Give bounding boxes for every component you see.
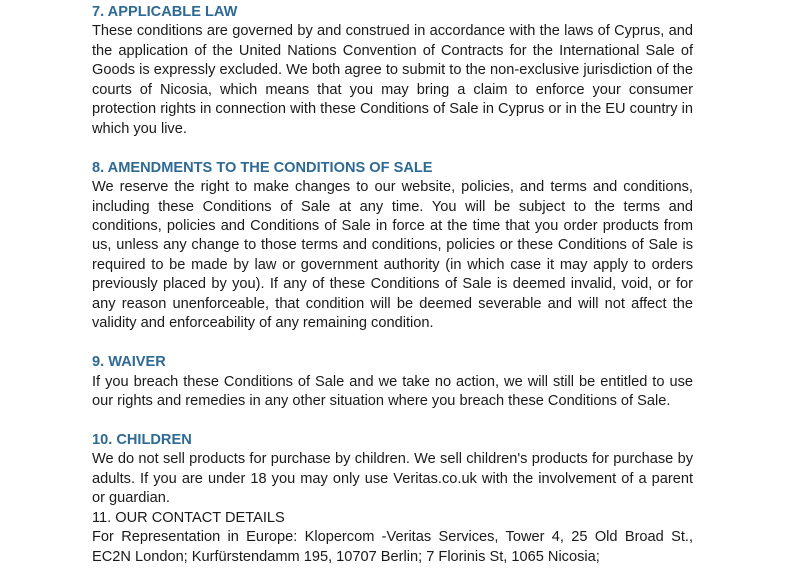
section-spacer bbox=[92, 139, 693, 158]
terms-document bbox=[92, 3, 693, 567]
section-heading-waiver: 9. WAIVER bbox=[92, 354, 166, 371]
section-heading-contact-details: 11. OUR CONTACT DETAILS bbox=[92, 509, 285, 526]
section-heading-applicable-law: 7. APPLICABLE LAW bbox=[92, 4, 238, 20]
section-body-children: We do not sell products for purchase by children. We sell children's products for purchase by adults. If you are under 18 you may only use Veritas.co.uk with the involvement of a parent or guardian. bbox=[92, 451, 693, 507]
section-heading-children: 10. CHILDREN bbox=[92, 431, 192, 448]
section-body-waiver: If you breach these Conditions of Sale and we take no action, we will still be entitled to use our rights and remedies in any other situation where you breach these Conditions of Sale. bbox=[92, 373, 693, 410]
section-spacer bbox=[92, 334, 693, 353]
section-spacer bbox=[92, 411, 693, 430]
section-body-contact-details: For Representation in Europe: Klopercom -Veritas Services, Tower 4, 25 Old Broad St., EC2N London; Kurfürstendamm 195, 10707 Berlin; 7 Florinis St, 1065 Nicosia; bbox=[92, 529, 693, 565]
section-heading-amendments: 8. AMENDMENTS TO THE CONDITIONS OF SALE bbox=[92, 159, 433, 176]
section-body-applicable-law: These conditions are governed by and construed in accordance with the laws of Cyprus, and the application of the United Nations Convention of Contracts for the International Sale of Goods is expressly excluded. We both agree to submit to the non-exclusive jurisdiction of the courts of Nicosia, which means that you may bring a claim to enforce your consumer protection rights in connection with these Conditions of Sale in Cyprus or in the EU country in which you live. bbox=[92, 23, 693, 137]
section-body-amendments: We reserve the right to make changes to our website, policies, and terms and conditions, including these Conditions of Sale at any time. You will be subject to the terms and conditions, policies and Conditions of Sale in force at the time that you order products from us, unless any change to those terms and conditions, policies or these Conditions of Sale is required to be made by law or government authority (in which case it may apply to orders previously placed by you). If any of these Conditions of Sale is deemed invalid, void, or for any reason unenforceable, that condition will be deemed severable and will not affect the validity and enforceability of any remaining condition. bbox=[92, 179, 693, 332]
